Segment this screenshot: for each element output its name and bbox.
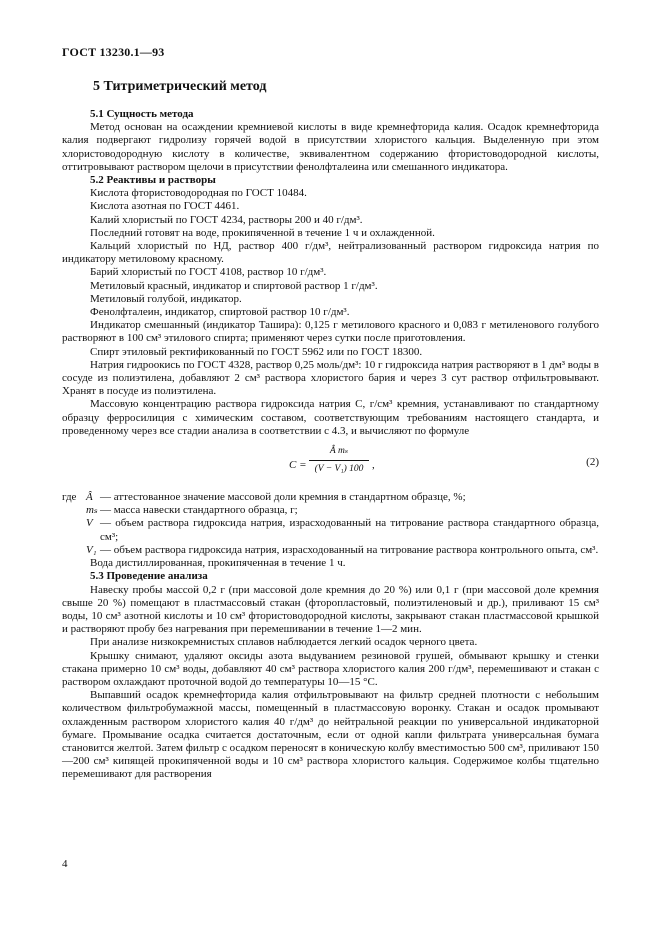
formula-number: (2): [586, 456, 599, 469]
reagent-item: Кальций хлористый по НД, раствор 400 г/дм³, нейтрализованный раствором гидроксида натрия по индикатору метиловому красному.: [62, 240, 599, 266]
where-word: где: [62, 491, 77, 504]
definition-row: [62, 504, 599, 517]
variable-description: — масса навески стандартного образца, г;: [100, 504, 298, 517]
reagent-item: Калий хлористый по ГОСТ 4234, растворы 200 и 40 г/дм³.: [90, 213, 363, 226]
paragraph: Навеску пробы массой 0,2 г (при массовой доле кремния до 20 %) или 0,1 г (при массовой доле кремния свыше 20 %) помещают в пластмассовый стакан (фторопластовый, полиэтиленовый и др.), приливают 15 см³ воды, 10 см³ азотной кислоты и 10 см³ фтористоводородной кислоты, закрывают стакан пластмассовой крышкой и растворяют пробу без нагревания при перемешивании в течение 1—2 мин.: [62, 583, 599, 636]
subsection-5-3-title: 5.3 Проведение анализа: [90, 570, 208, 583]
definition-row: [62, 544, 599, 557]
reagent-item: Индикатор смешанный (индикатор Ташира): 0,125 г метилового красного и 0,083 г метиленового голубого растворяют в 100 см³ этилового спирта; применяют через сутки после приготовления.: [62, 319, 599, 345]
formula-fraction: [309, 445, 369, 476]
section-title: 5 Титриметрический метод: [93, 79, 267, 94]
variable-symbol: V₁: [86, 543, 97, 556]
reagent-item: Метиловый голубой, индикатор.: [90, 292, 242, 305]
formula-numerator: Â mₛ: [309, 445, 369, 461]
reagent-item: Спирт этиловый ректификованный по ГОСТ 5962 или по ГОСТ 18300.: [90, 345, 423, 358]
variable-description: — объем раствора гидроксида натрия, израсходованный на титрование раствора стандартного образца, см³;: [100, 517, 599, 543]
subsection-5-2-title: 5.2 Реактивы и растворы: [90, 174, 216, 187]
reagent-item: Массовую концентрацию раствора гидроксида натрия C, г/см³ кремния, устанавливают по стандартному образцу ферросилиция с химическим составом, соответствующим требованиям настоящего стандарта, и проведенному через все стадии анализа в соответствии с 4.3, и вычисляют по формуле: [62, 398, 599, 437]
page-number: 4: [62, 858, 68, 870]
definition-row: [62, 517, 599, 543]
reagent-item: Последний готовят на воде, прокипяченной в течение 1 ч и охлажденной.: [90, 226, 435, 239]
paragraph: При анализе низкокремнистых сплавов наблюдается легкий осадок черного цвета.: [90, 636, 478, 649]
paragraph: Крышку снимают, удаляют оксиды азота выдуванием резиновой грушей, обмывают крышку и стенки стакана примерно 10 см³ воды, добавляют 40 см³ раствора хлористого калия 200 г/дм³, перемешивают и стакан с раствором охлаждают проточной водой до температуры 10—15 °С.: [62, 649, 599, 688]
running-header: ГОСТ 13230.1—93: [62, 45, 165, 59]
variable-definitions: [62, 491, 599, 557]
formula-lhs: C =: [289, 459, 307, 472]
paragraph: Метод основан на осаждении кремниевой кислоты в виде кремнефторида калия. Осадок кремнефторида калия подвергают гидролизу горячей водой в присутствии хлористого кальция. Выделенную при этом хлористоводородную кислоту в количестве, эквивалентном содержанию фтористоводородной кислоты, оттитровывают раствором щелочи в присутствии фенолфталеина или смешанного индикатора.: [62, 121, 599, 173]
reagent-item: Барий хлористый по ГОСТ 4108, раствор 10 г/дм³.: [90, 266, 327, 279]
variable-description: — объем раствора гидроксида натрия, израсходованный на титрование раствора контрольного опыта, см³.: [100, 543, 599, 556]
reagent-item: Натрия гидроокись по ГОСТ 4328, раствор 0,25 моль/дм³: 10 г гидроксида натрия растворяют в 1 дм³ воды в сосуде из полиэтилена, добавляют 2 см³ раствора хлористого бария и через 3 сут раствор отфильтровывают. Хранят в посуде из полиэтилена.: [62, 358, 599, 398]
subsection-5-1-title: 5.1 Сущность метода: [90, 108, 194, 120]
formula-denominator: (V − V₁) 100: [314, 464, 364, 475]
document-body: [62, 108, 599, 782]
variable-symbol: V: [86, 517, 93, 530]
paragraph: Выпавший осадок кремнефторида калия отфильтровывают на фильтр средней плотности с небольшим количеством фильтробумажной массы, помещенный в пластмассовую воронку. Стакан и осадок промывают охлажденным раствором хлористого калия 40 г/дм³ до нейтральной реакции по универсальной индикаторной бумаге. Промывание осадка считается достаточным, если от одной капли фильтрата универсальная бумага становится желтой. Затем фильтр с осадком переносят в коническую колбу вместимостью 500 см³, приливают 150—200 см³ кипящей прокипяченной воды и 10 см³ раствора хлористого кальция. Содержимое колбы тщательно перемешивают для растворения: [62, 689, 599, 781]
variable-symbol: mₛ: [86, 504, 98, 517]
variable-description: — аттестованное значение массовой доли кремния в стандартном образце, %;: [100, 491, 466, 504]
reagent-item: Кислота азотная по ГОСТ 4461.: [90, 200, 240, 213]
formula-2: [62, 439, 599, 489]
formula-tail: ,: [372, 459, 375, 472]
definition-row: [62, 491, 599, 504]
reagent-item: Вода дистиллированная, прокипяченная в течение 1 ч.: [90, 557, 346, 570]
reagent-item: Кислота фтористоводородная по ГОСТ 10484.: [90, 187, 307, 200]
reagent-item: Метиловый красный, индикатор и спиртовой раствор 1 г/дм³.: [90, 279, 378, 292]
variable-symbol: Â: [86, 491, 93, 504]
reagent-item: Фенолфталеин, индикатор, спиртовой раствор 10 г/дм³.: [90, 306, 350, 319]
